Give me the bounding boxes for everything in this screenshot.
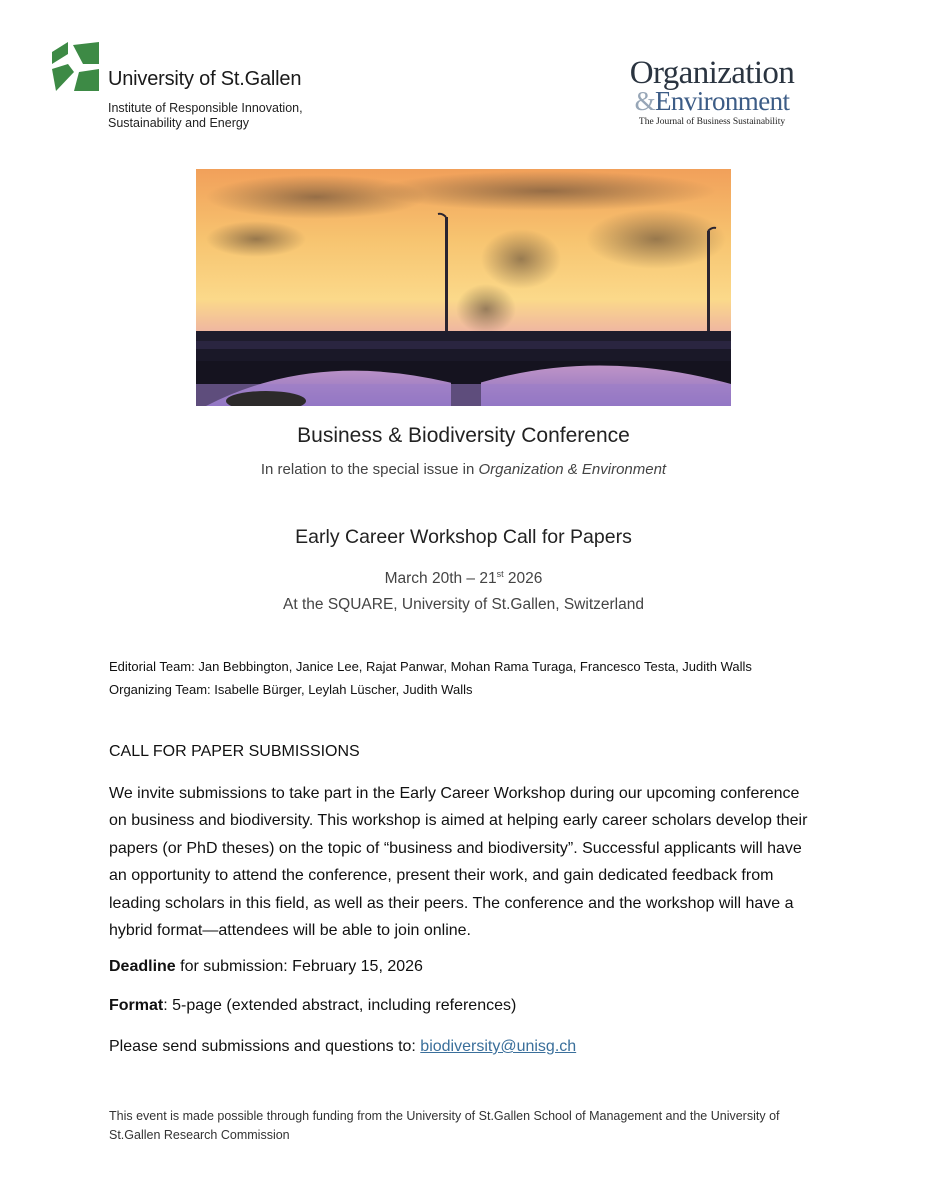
journal-logo [612,55,812,127]
bats-over-bridge-photo [196,169,731,406]
workshop-date: March 20th – 21st 2026 [384,569,543,588]
editorial-team: Editorial Team: Jan Bebbington, Janice Lee, Rajat Panwar, Mohan Rama Turaga, Francesco Testa, Judith Walls [109,659,752,674]
journal-title-line2: &Environment [634,86,790,116]
university-logo-icon [52,42,102,92]
university-name: University of St.Gallen [108,68,302,90]
funding-footer: This event is made possible through funding from the University of St.Gallen School of Management and the University of St.Gallen Research Commission [109,1109,780,1142]
deadline-line: Deadline for submission: February 15, 2026 [109,958,423,975]
submission-contact-line: Please send submissions and questions to: biodiversity@unisg.ch [109,1038,577,1055]
cfp-body-paragraph: We invite submissions to take part in the Early Career Workshop during our upcoming conference on business and biodiversity. This workshop is aimed at helping early career scholars develop their papers (or PhD theses) on the topic of “business and biodiversity”. Successful applicants will have an opportunity to attend the conference, present their work, and gain dedicated feedback from leading scholars in this field, as well as their peers. The conference and the workshop will have a hybrid format—attendees will be able to join online. [109,785,808,940]
workshop-title: Early Career Workshop Call for Papers [295,526,632,548]
journal-subtitle: The Journal of Business Sustainability [638,117,786,127]
organizing-team: Organizing Team: Isabelle Bürger, Leylah Lüscher, Judith Walls [109,682,473,697]
conference-title: Business & Biodiversity Conference [297,424,630,447]
institute-name: Institute of Responsible Innovation, Sustainability and Energy [108,101,303,130]
format-line: Format: 5-page (extended abstract, including references) [109,997,517,1014]
email-link[interactable]: biodiversity@unisg.ch [420,1038,577,1055]
cfp-heading: CALL FOR PAPER SUBMISSIONS [109,743,360,760]
workshop-venue: At the SQUARE, University of St.Gallen, Switzerland [283,596,644,613]
conference-subtitle: In relation to the special issue in Organization & Environment [260,461,667,478]
journal-title-line1: Organization [629,55,795,91]
